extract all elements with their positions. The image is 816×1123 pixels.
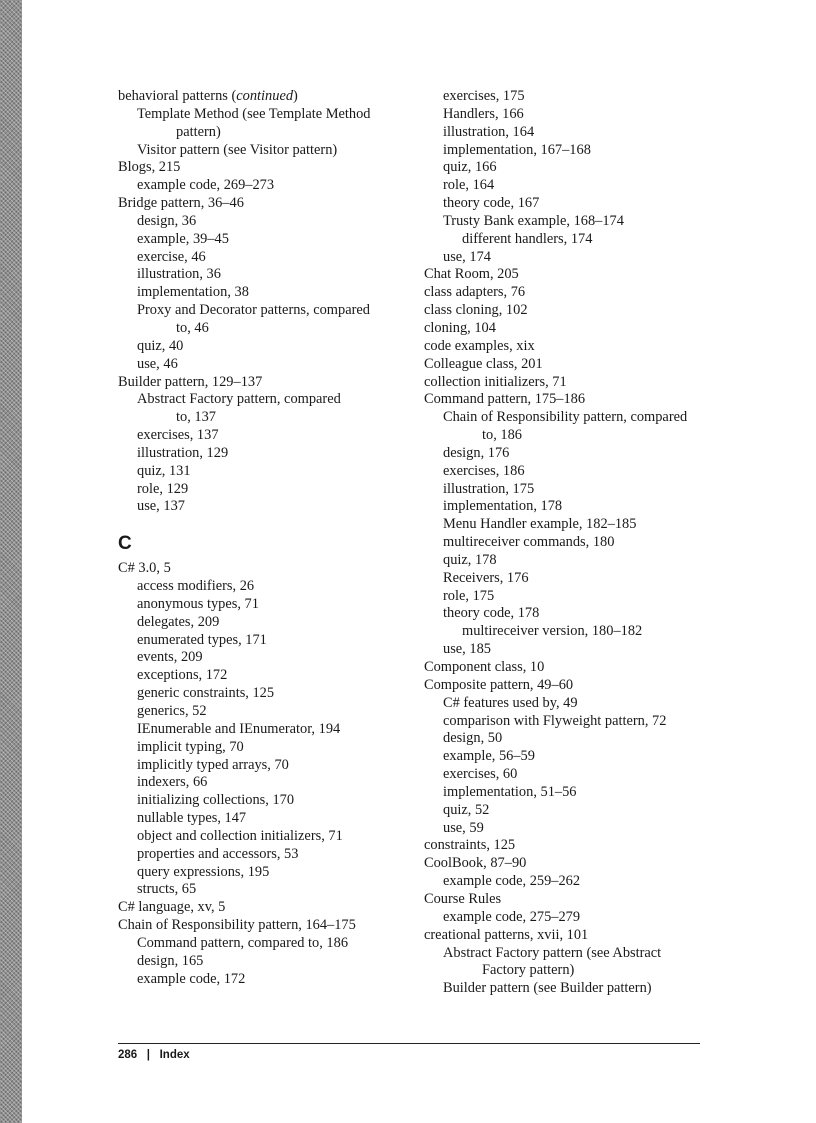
index-entry <box>424 677 714 695</box>
index-entry-continuation: to, 46 <box>176 319 209 336</box>
index-entry <box>118 391 408 409</box>
index-entry <box>118 596 408 614</box>
index-entry <box>118 649 408 667</box>
index-entry-text: generic constraints, 125 <box>137 685 275 702</box>
index-entry <box>118 881 408 899</box>
index-entry-text: Visitor pattern (see Visitor pattern) <box>137 141 338 158</box>
index-entry <box>118 481 408 499</box>
footer-rule <box>118 1043 700 1044</box>
index-entry <box>118 757 408 775</box>
index-entry <box>118 213 408 231</box>
index-entry-suffix: ) <box>293 88 298 104</box>
index-entry-text: events, 209 <box>137 649 203 666</box>
index-entry-text: Trusty Bank example, 168–174 <box>443 212 624 229</box>
index-entry-continuation: pattern) <box>176 123 221 140</box>
index-entry <box>424 891 714 909</box>
index-entry-text: illustration, 36 <box>137 266 221 283</box>
index-entry-text: multireceiver commands, 180 <box>443 534 615 551</box>
index-entry-text: Command pattern, compared to, 186 <box>137 934 349 951</box>
scanned-page-edge <box>0 0 22 1123</box>
index-entry-text: Builder pattern (see Builder pattern) <box>443 980 652 997</box>
index-entry-text: example code, 172 <box>137 970 246 987</box>
index-entry-text: creational patterns, xvii, 101 <box>424 926 589 943</box>
index-entry <box>424 837 714 855</box>
index-entry <box>118 578 408 596</box>
index-entry-text: exercises, 175 <box>443 88 525 104</box>
index-group-b <box>118 88 408 516</box>
index-entry <box>424 552 714 570</box>
index-entry <box>118 721 408 739</box>
index-entry <box>424 748 714 766</box>
index-entry <box>118 463 408 481</box>
index-entry-text: exercises, 186 <box>443 462 525 479</box>
index-entry-text: implementation, 178 <box>443 498 563 515</box>
index-entry <box>424 320 714 338</box>
index-entry <box>118 953 408 971</box>
index-entry-continuation: Factory pattern) <box>482 962 575 979</box>
index-entry <box>424 713 714 731</box>
index-entry <box>424 391 714 409</box>
index-entry <box>118 703 408 721</box>
index-entry-text: use, 59 <box>443 819 484 836</box>
index-entry <box>424 356 714 374</box>
index-column-left <box>118 88 408 989</box>
index-entry-text: C# features used by, 49 <box>443 694 578 711</box>
index-entry <box>424 463 714 481</box>
index-entry <box>424 659 714 677</box>
index-entry <box>424 409 714 427</box>
index-entry <box>424 195 714 213</box>
index-entry-text: theory code, 167 <box>443 195 540 212</box>
index-entry <box>424 605 714 623</box>
index-entry <box>118 685 408 703</box>
index-entry <box>118 302 408 320</box>
index-entry <box>424 927 714 945</box>
index-entry-text: use, 46 <box>137 355 178 372</box>
index-entry-text: quiz, 40 <box>137 337 184 354</box>
index-entry <box>424 266 714 284</box>
index-entry-text: anonymous types, 71 <box>137 595 259 612</box>
index-entry-text: design, 36 <box>137 212 197 229</box>
index-entry-text: design, 176 <box>443 444 510 461</box>
index-entry <box>424 570 714 588</box>
index-entry-continuation: to, 186 <box>482 427 522 444</box>
index-entry-text: multireceiver version, 180–182 <box>462 623 643 640</box>
index-group-c <box>118 560 408 988</box>
index-entry <box>424 980 714 998</box>
index-entry <box>424 481 714 499</box>
index-entry <box>424 855 714 873</box>
index-entry-text: class adapters, 76 <box>424 284 526 301</box>
index-entry <box>118 106 408 124</box>
index-entry-text: Menu Handler example, 182–185 <box>443 516 637 533</box>
index-entry <box>424 124 714 142</box>
index-entry-text: Colleague class, 201 <box>424 355 543 372</box>
index-entry-text: different handlers, 174 <box>462 230 593 247</box>
index-entry-text: Chat Room, 205 <box>424 266 519 283</box>
index-entry <box>118 427 408 445</box>
footer-separator: | <box>146 1049 150 1061</box>
section-letter-c: C <box>118 533 132 555</box>
index-group-c-continued <box>424 88 714 998</box>
index-entry-text: initializing collections, 170 <box>137 792 295 809</box>
index-entry <box>118 249 408 267</box>
index-entry-text: implementation, 38 <box>137 284 249 301</box>
index-entry <box>118 88 408 106</box>
index-entry <box>118 846 408 864</box>
index-entry-text: theory code, 178 <box>443 605 540 622</box>
index-entry <box>118 142 408 160</box>
index-entry-text: use, 174 <box>443 248 491 265</box>
index-entry <box>424 534 714 552</box>
index-entry-text: C# language, xv, 5 <box>118 899 226 916</box>
index-entry-text: Composite pattern, 49–60 <box>424 676 574 693</box>
index-entry <box>118 498 408 516</box>
index-entry <box>424 641 714 659</box>
index-entry <box>424 338 714 356</box>
index-entry-text: Proxy and Decorator patterns, compared <box>137 302 370 319</box>
index-entry-text: constraints, 125 <box>424 837 516 854</box>
index-entry-text: role, 175 <box>443 587 495 604</box>
index-entry-text: query expressions, 195 <box>137 863 270 880</box>
index-entry-text: Receivers, 176 <box>443 569 529 586</box>
index-entry <box>118 266 408 284</box>
index-entry <box>424 88 714 106</box>
index-entry <box>118 195 408 213</box>
index-entry-text: Blogs, 215 <box>118 159 181 176</box>
index-entry <box>118 338 408 356</box>
index-entry-text: implicit typing, 70 <box>137 738 244 755</box>
index-entry-text: comparison with Flyweight pattern, 72 <box>443 712 667 729</box>
index-entry <box>118 864 408 882</box>
page-number: 286 <box>118 1049 138 1061</box>
index-entry <box>424 695 714 713</box>
index-entry <box>118 231 408 249</box>
index-entry-text: indexers, 66 <box>137 774 208 791</box>
index-entry-text: illustration, 129 <box>137 444 229 461</box>
index-entry-text: Course Rules <box>424 890 502 907</box>
index-entry <box>424 374 714 392</box>
index-entry-text: illustration, 164 <box>443 123 535 140</box>
index-entry-text: exceptions, 172 <box>137 667 228 684</box>
index-entry <box>118 356 408 374</box>
index-entry-text: structs, 65 <box>137 881 197 898</box>
index-entry <box>118 739 408 757</box>
index-entry <box>424 623 714 641</box>
index-entry-text: Abstract Factory pattern (see Abstract <box>443 944 662 961</box>
index-entry-text: Template Method (see Template Method <box>137 105 371 122</box>
index-entry-text: properties and accessors, 53 <box>137 845 299 862</box>
index-entry <box>424 802 714 820</box>
index-entry <box>424 820 714 838</box>
index-entry-text: C# 3.0, 5 <box>118 560 171 577</box>
index-entry-text: collection initializers, 71 <box>424 373 567 390</box>
index-entry <box>424 909 714 927</box>
index-entry-text: Bridge pattern, 36–46 <box>118 195 244 212</box>
index-entry-text: enumerated types, 171 <box>137 631 267 648</box>
index-entry-text: design, 165 <box>137 952 204 969</box>
index-entry <box>424 784 714 802</box>
index-entry-text: example, 39–45 <box>137 230 229 247</box>
index-entry-text: nullable types, 147 <box>137 810 247 827</box>
footer-label: Index <box>159 1049 190 1061</box>
index-entry <box>424 498 714 516</box>
index-entry-text: Builder pattern, 129–137 <box>118 373 263 390</box>
index-entry <box>118 159 408 177</box>
index-entry-italic: continued <box>236 88 294 104</box>
index-entry-text: Command pattern, 175–186 <box>424 391 586 408</box>
index-entry <box>118 560 408 578</box>
index-entry <box>424 302 714 320</box>
index-entry <box>118 971 408 989</box>
index-entry-text: Abstract Factory pattern, compared <box>137 391 341 408</box>
index-entry-text: role, 164 <box>443 177 495 194</box>
index-entry-text: IEnumerable and IEnumerator, 194 <box>137 720 341 737</box>
index-entry <box>118 374 408 392</box>
index-entry <box>424 177 714 195</box>
index-entry-text: implementation, 167–168 <box>443 141 591 158</box>
index-entry <box>118 177 408 195</box>
index-entry-text: example code, 275–279 <box>443 908 581 925</box>
index-entry-text: quiz, 166 <box>443 159 497 176</box>
index-entry-text: quiz, 131 <box>137 462 191 479</box>
index-entry-text: example, 56–59 <box>443 748 535 765</box>
index-entry <box>118 614 408 632</box>
index-entry <box>118 917 408 935</box>
index-entry <box>424 106 714 124</box>
index-entry-text: exercise, 46 <box>137 248 206 265</box>
page-footer <box>118 1049 190 1061</box>
index-entry <box>118 445 408 463</box>
index-entry-text: exercises, 60 <box>443 766 518 783</box>
index-entry-text: use, 185 <box>443 641 491 658</box>
index-entry <box>424 159 714 177</box>
index-entry <box>424 516 714 534</box>
index-entry <box>118 828 408 846</box>
index-entry <box>118 667 408 685</box>
index-column-right <box>424 88 714 998</box>
index-entry-text: exercises, 137 <box>137 427 219 444</box>
index-entry-text: generics, 52 <box>137 703 207 719</box>
index-entry-text: Handlers, 166 <box>443 105 524 122</box>
index-entry-text: example code, 269–273 <box>137 177 275 194</box>
index-entry <box>424 445 714 463</box>
index-entry-continuation: to, 137 <box>176 409 216 426</box>
index-entry <box>424 284 714 302</box>
index-entry <box>118 284 408 302</box>
index-entry-text: Chain of Responsibility pattern, 164–175 <box>118 917 356 934</box>
index-entry-text: code examples, xix <box>424 337 535 354</box>
index-entry-text: behavioral patterns ( <box>118 88 237 104</box>
index-entry <box>424 730 714 748</box>
index-entry <box>118 792 408 810</box>
index-entry-text: role, 129 <box>137 480 189 497</box>
index-entry <box>424 249 714 267</box>
index-entry-text: quiz, 52 <box>443 801 490 818</box>
index-entry <box>424 142 714 160</box>
index-entry-text: illustration, 175 <box>443 480 535 497</box>
index-entry-text: object and collection initializers, 71 <box>137 827 343 844</box>
index-entry-text: design, 50 <box>443 730 503 747</box>
index-entry-text: implementation, 51–56 <box>443 783 577 800</box>
index-entry-text: implicitly typed arrays, 70 <box>137 756 289 773</box>
index-entry-text: cloning, 104 <box>424 319 496 336</box>
index-entry <box>424 231 714 249</box>
index-entry <box>424 873 714 891</box>
index-entry-text: Chain of Responsibility pattern, compared <box>443 409 688 426</box>
index-entry <box>424 945 714 963</box>
index-entry <box>118 935 408 953</box>
index-entry-text: CoolBook, 87–90 <box>424 855 527 872</box>
index-entry-text: access modifiers, 26 <box>137 578 255 595</box>
index-entry-text: use, 137 <box>137 498 185 515</box>
index-entry <box>424 213 714 231</box>
index-entry <box>424 588 714 606</box>
index-entry <box>118 774 408 792</box>
index-entry-text: example code, 259–262 <box>443 873 581 890</box>
index-entry <box>118 632 408 650</box>
index-entry <box>118 810 408 828</box>
index-entry-text: quiz, 178 <box>443 551 497 568</box>
index-entry-text: delegates, 209 <box>137 613 220 630</box>
index-entry <box>118 899 408 917</box>
index-entry-text: class cloning, 102 <box>424 302 528 319</box>
index-entry-text: Component class, 10 <box>424 659 545 675</box>
index-entry <box>424 766 714 784</box>
